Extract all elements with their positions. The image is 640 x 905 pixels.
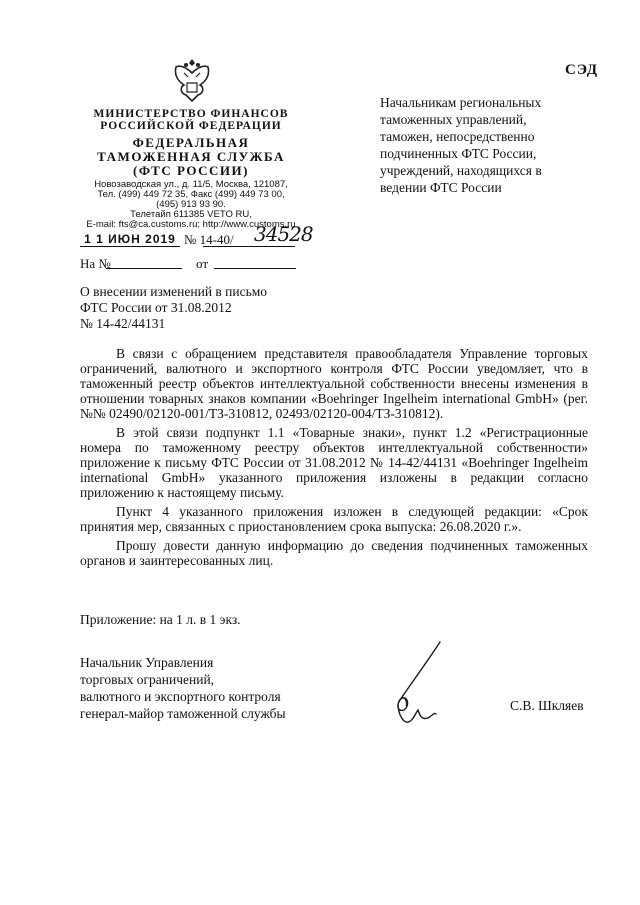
ministry-line: РОССИЙСКОЙ ФЕДЕРАЦИИ bbox=[100, 120, 282, 132]
addressee-line: Начальникам региональных bbox=[380, 95, 542, 110]
addressee-line: таможенных управлений, bbox=[380, 112, 527, 127]
addressee-line: таможен, непосредственно bbox=[380, 129, 535, 144]
phone-line: Тел. (499) 449 72 35, Факс (499) 449 73 00, bbox=[97, 189, 285, 200]
phone-line: (495) 913 93 90. bbox=[156, 199, 226, 210]
addressee-line: учреждений, находящихся в bbox=[380, 163, 542, 178]
sed-stamp: СЭД bbox=[565, 62, 599, 78]
subject-line: ФТС России от 31.08.2012 bbox=[80, 300, 232, 315]
service-line: (ФТС РОССИИ) bbox=[133, 163, 249, 178]
reference-date-label: от bbox=[196, 256, 209, 271]
service-name bbox=[60, 136, 322, 178]
signatory-line: Начальник Управления bbox=[80, 655, 214, 670]
body-paragraph: В связи с обращением представителя правообладателя Управление торговых ограничений, валютного и экспортного контроля ФТС России уведомляет, что в таможенный реестр объектов интеллектуальной собственности внесены изменения в отношении товарных знаков компании «Boehringer Ingelheim international GmbH» (рег. №№ 02490/02120-001/ТЗ-310812, 02493/02120-004/ТЗ-310812). bbox=[80, 346, 588, 421]
registration-number-label: № 14-40/ bbox=[184, 232, 234, 247]
body-paragraph: Прошу довести данную информацию до сведения подчиненных таможенных органов и заинтересованных лиц. bbox=[80, 538, 588, 568]
attachment-note: Приложение: на 1 л. в 1 экз. bbox=[80, 612, 241, 627]
number-underline bbox=[203, 246, 295, 247]
addressee-block bbox=[380, 94, 580, 196]
email-line: E-mail: fts@ca.customs.ru; http://www.customs.ru bbox=[86, 219, 296, 230]
signatory-title bbox=[80, 654, 320, 722]
addressee-line: ведении ФТС России bbox=[380, 180, 502, 195]
signatory-line: торговых ограничений, bbox=[80, 672, 215, 687]
handwritten-signature bbox=[370, 640, 470, 730]
letter-body bbox=[80, 346, 588, 572]
service-line: ФЕДЕРАЛЬНАЯ bbox=[132, 135, 250, 150]
ministry-name bbox=[60, 108, 322, 132]
signatory-line: валютного и экспортного контроля bbox=[80, 689, 281, 704]
teletype-line: Телетайп 611385 VETO RU, bbox=[130, 209, 252, 220]
ministry-line: МИНИСТЕРСТВО ФИНАНСОВ bbox=[93, 108, 289, 120]
letter-subject bbox=[80, 284, 330, 332]
coat-of-arms-emblem bbox=[170, 55, 214, 103]
reference-number-line bbox=[106, 268, 182, 269]
service-line: ТАМОЖЕННАЯ СЛУЖБА bbox=[97, 149, 285, 164]
body-paragraph: Пункт 4 указанного приложения изложен в следующей редакции: «Срок принятия мер, связанных с приостановлением срока выпуска: 26.08.2020 г.». bbox=[80, 504, 588, 534]
reference-number-label: На № bbox=[80, 256, 111, 271]
signer-name: С.В. Шкляев bbox=[510, 698, 584, 713]
registration-date: 1 1 ИЮН 2019 bbox=[80, 232, 180, 247]
body-paragraph: В этой связи подпункт 1.1 «Товарные знаки», пункт 1.2 «Регистрационные номера по таможенному реестру объектов интеллектуальной собственности» приложение к письму ФТС России от 31.08.2012 № 14-42/44131 «Boehringer Ingelheim international GmbH» указанного приложения изложены в редакции согласно приложению к настоящему письму. bbox=[80, 425, 588, 500]
signatory-line: генерал-майор таможенной службы bbox=[80, 706, 286, 721]
subject-line: О внесении изменений в письмо bbox=[80, 284, 268, 299]
reference-date-line bbox=[214, 268, 296, 269]
registration-number-handwritten: 34528 bbox=[254, 222, 313, 246]
address-line: Новозаводская ул., д. 11/5, Москва, 121087, bbox=[94, 179, 288, 190]
addressee-line: подчиненных ФТС России, bbox=[380, 146, 537, 161]
subject-line: № 14-42/44131 bbox=[80, 316, 166, 331]
